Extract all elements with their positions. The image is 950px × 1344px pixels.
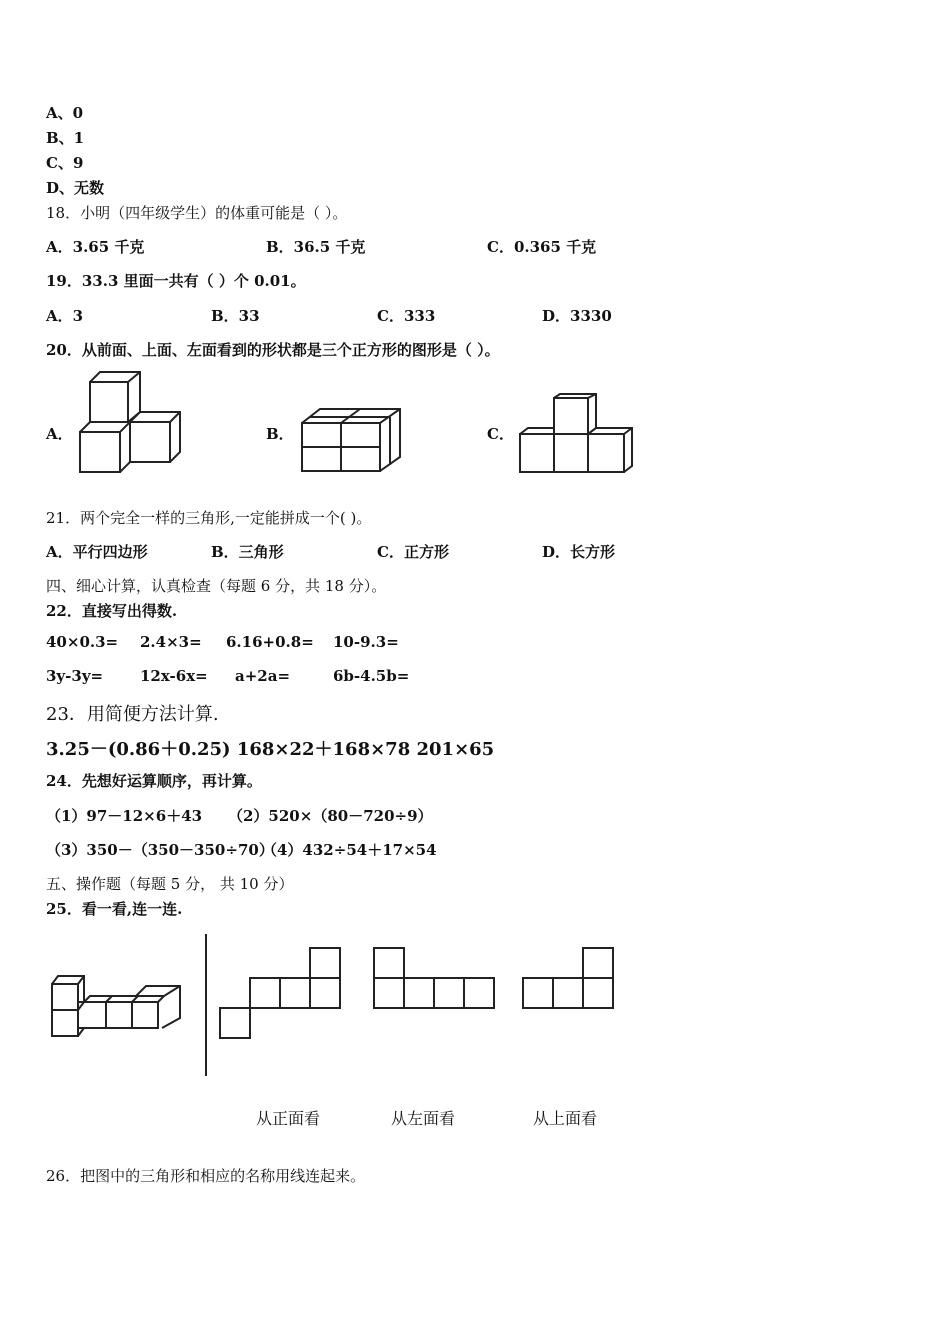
- q22-expr-2: 2.4×3=: [140, 633, 202, 651]
- q25-caption-top: 从上面看: [533, 1109, 598, 1128]
- q25-caption-front: 从正面看: [256, 1109, 321, 1128]
- q25-view-1: [216, 944, 342, 1042]
- q24-expr-3: （3）350－（350－350÷70）: [46, 841, 274, 859]
- q20-option-a: A．: [46, 425, 73, 443]
- q22-expr-3: 6.16+0.8=: [226, 633, 314, 651]
- q20-figure-b: [298, 405, 408, 475]
- section-4-heading: 四、细心计算，认真检查（每题 6 分，共 18 分）。: [46, 577, 387, 595]
- q21-option-c: C．正方形: [377, 543, 449, 561]
- q18-stem: 18．小明（四年级学生）的体重可能是（ ）。: [46, 204, 348, 222]
- q17-option-c: C、9: [46, 154, 84, 172]
- q23-expressions: 3.25－(0.86＋0.25) 168×22＋168×78 201×65: [46, 739, 495, 760]
- q19-option-d: D．3330: [542, 307, 612, 325]
- q17-option-d: D、无数: [46, 179, 105, 197]
- q22-expr-6: 12x-6x=: [140, 667, 208, 685]
- q25-caption-left: 从左面看: [391, 1109, 456, 1128]
- q25-stem: 25．看一看,连一连.: [46, 900, 183, 918]
- q25-view-2: [370, 944, 498, 1012]
- q24-expr-4: （4）432÷54＋17×54: [262, 841, 437, 859]
- q20-figure-a: [76, 370, 186, 478]
- q20-option-b: B．: [266, 425, 294, 443]
- q18-option-a: A．3.65 千克: [46, 238, 145, 256]
- q19-stem: 19．33.3 里面一共有（ ）个 0.01。: [46, 272, 306, 290]
- q17-option-b: B、1: [46, 129, 85, 147]
- q21-option-d: D．长方形: [542, 543, 616, 561]
- q24-expr-1: （1）97－12×6＋43: [46, 807, 203, 825]
- section-5-heading: 五、操作题（每题 5 分， 共 10 分）: [46, 875, 294, 893]
- q18-option-b: B．36.5 千克: [266, 238, 366, 256]
- q25-view-3: [519, 944, 617, 1012]
- q19-option-c: C．333: [377, 307, 436, 325]
- q20-option-c: C．: [487, 425, 514, 443]
- q18-option-c: C．0.365 千克: [487, 238, 597, 256]
- q19-option-a: A．3: [46, 307, 84, 325]
- q22-stem: 22．直接写出得数.: [46, 602, 178, 620]
- q22-expr-5: 3y-3y=: [46, 667, 104, 685]
- q25-solid-figure: [46, 970, 186, 1042]
- q23-stem: 23．用简便方法计算.: [46, 704, 219, 725]
- q21-option-a: A．平行四边形: [46, 543, 148, 561]
- q25-divider: [200, 932, 212, 1080]
- q21-stem: 21．两个完全一样的三角形,一定能拼成一个( )。: [46, 509, 372, 527]
- q24-expr-2: （2）520×（80－720÷9）: [228, 807, 433, 825]
- q21-option-b: B．三角形: [211, 543, 284, 561]
- q20-figure-c: [516, 392, 636, 476]
- q24-stem: 24．先想好运算顺序，再计算。: [46, 772, 262, 790]
- q26-stem: 26．把图中的三角形和相应的名称用线连起来。: [46, 1167, 366, 1185]
- q22-expr-1: 40×0.3=: [46, 633, 119, 651]
- q22-expr-8: 6b-4.5b=: [333, 667, 410, 685]
- q17-option-a: A、0: [46, 104, 84, 122]
- q22-expr-4: 10-9.3=: [333, 633, 399, 651]
- q19-option-b: B．33: [211, 307, 260, 325]
- q22-expr-7: a+2a=: [235, 667, 291, 685]
- q20-stem: 20．从前面、上面、左面看到的形状都是三个正方形的图形是（ ）。: [46, 341, 500, 359]
